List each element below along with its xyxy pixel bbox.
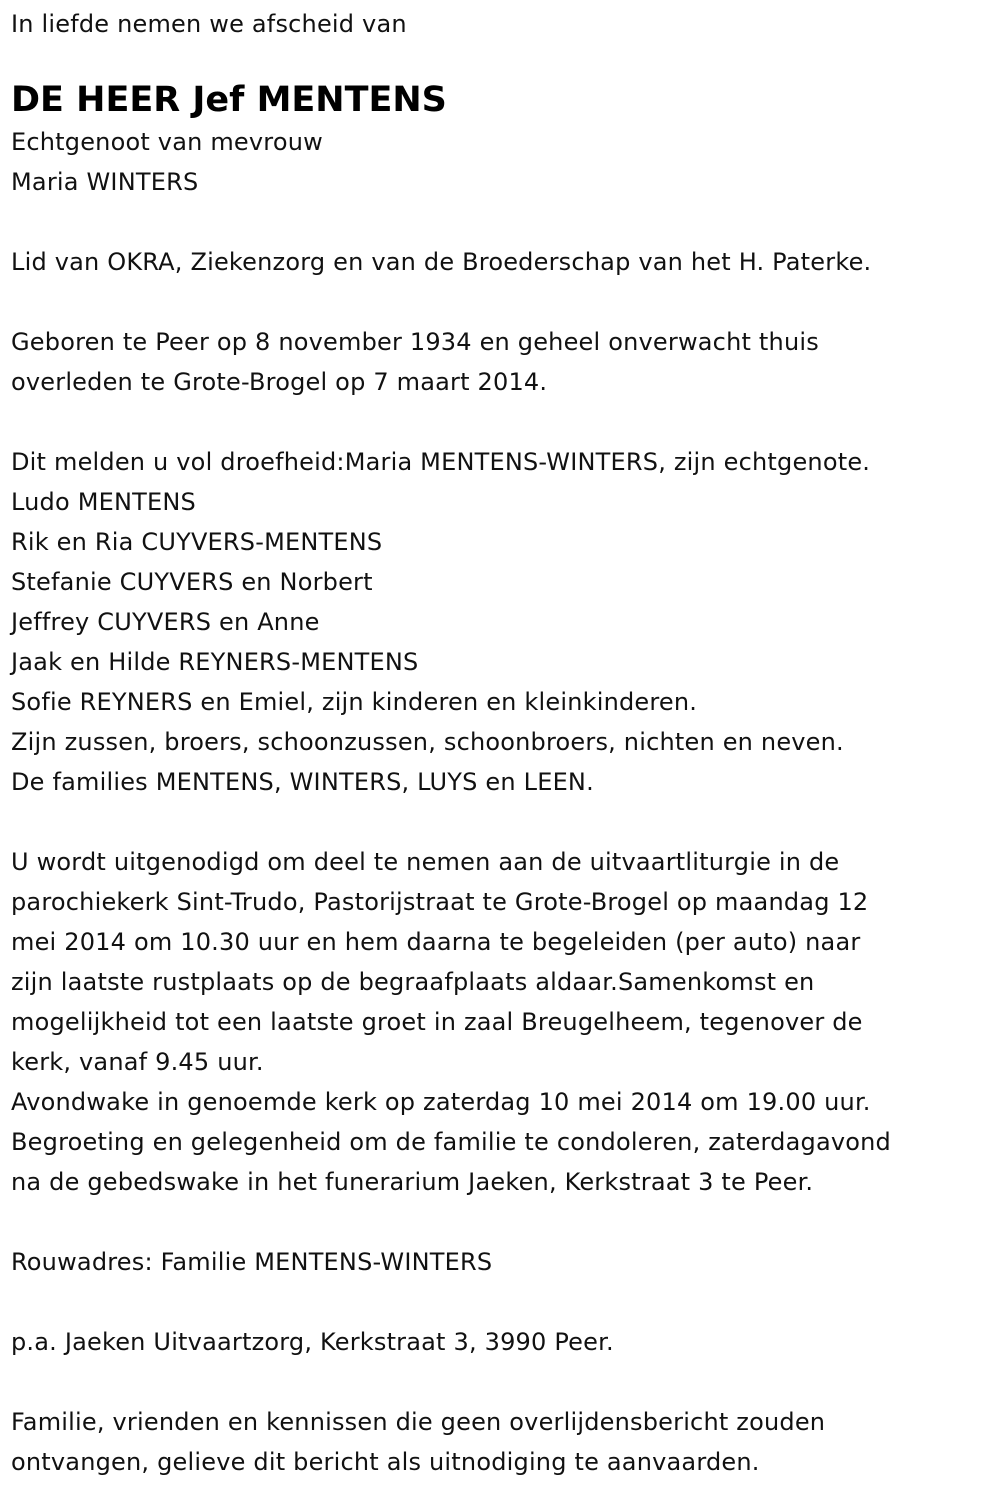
birth-death-line: overleden te Grote-Brogel op 7 maart 2014. [11, 368, 548, 396]
ceremony-line: kerk, vanaf 9.45 uur. [11, 1048, 264, 1076]
family-line: De families MENTENS, WINTERS, LUYS en LEEN. [11, 768, 594, 796]
family-line: Sofie REYNERS en Emiel, zijn kinderen en kleinkinderen. [11, 688, 698, 716]
family-line: Jeffrey CUYVERS en Anne [11, 608, 320, 636]
ceremony-line: U wordt uitgenodigd om deel te nemen aan de uitvaartliturgie in de [11, 848, 840, 876]
obituary-notice [11, 4, 991, 1482]
spacer [11, 402, 991, 442]
family-line: Zijn zussen, broers, schoonzussen, schoonbroers, nichten en neven. [11, 728, 844, 756]
ceremony-line: mogelijkheid tot een laatste groet in zaal Breugelheem, tegenover de [11, 1008, 863, 1036]
membership-line: Lid van OKRA, Ziekenzorg en van de Broederschap van het H. Paterke. [11, 248, 872, 276]
closing-line: ontvangen, gelieve dit bericht als uitnodiging te aanvaarden. [11, 1448, 760, 1476]
birth-death-line: Geboren te Peer op 8 november 1934 en geheel onverwacht thuis [11, 328, 819, 356]
ceremony-line: mei 2014 om 10.30 uur en hem daarna te begeleiden (per auto) naar [11, 928, 861, 956]
mourning-address: Rouwadres: Familie MENTENS-WINTERS [11, 1248, 493, 1276]
care-of-address: p.a. Jaeken Uitvaartzorg, Kerkstraat 3, 3990 Peer. [11, 1328, 614, 1356]
spouse-line: Echtgenoot van mevrouw [11, 128, 323, 156]
family-line: Jaak en Hilde REYNERS-MENTENS [11, 648, 419, 676]
spacer [11, 802, 991, 842]
spouse-line: Maria WINTERS [11, 168, 199, 196]
ceremony-line: zijn laatste rustplaats op de begraafplaats aldaar.Samenkomst en [11, 968, 815, 996]
intro-line: In liefde nemen we afscheid van [11, 10, 407, 38]
spacer [11, 282, 991, 322]
closing-line: Familie, vrienden en kennissen die geen overlijdensbericht zouden [11, 1408, 826, 1436]
spacer [11, 1282, 991, 1322]
spacer [11, 202, 991, 242]
ceremony-line: Begroeting en gelegenheid om de familie te condoleren, zaterdagavond [11, 1128, 891, 1156]
family-line: Dit melden u vol droefheid:Maria MENTENS-WINTERS, zijn echtgenote. [11, 448, 871, 476]
family-line: Stefanie CUYVERS en Norbert [11, 568, 373, 596]
spacer [11, 1362, 991, 1402]
ceremony-line: parochiekerk Sint-Trudo, Pastorijstraat te Grote-Brogel op maandag 12 [11, 888, 869, 916]
ceremony-line: na de gebedswake in het funerarium Jaeken, Kerkstraat 3 te Peer. [11, 1168, 814, 1196]
deceased-name: DE HEER Jef MENTENS [11, 80, 447, 120]
family-line: Rik en Ria CUYVERS-MENTENS [11, 528, 383, 556]
spacer [11, 1202, 991, 1242]
ceremony-line: Avondwake in genoemde kerk op zaterdag 10 mei 2014 om 19.00 uur. [11, 1088, 871, 1116]
family-line: Ludo MENTENS [11, 488, 196, 516]
